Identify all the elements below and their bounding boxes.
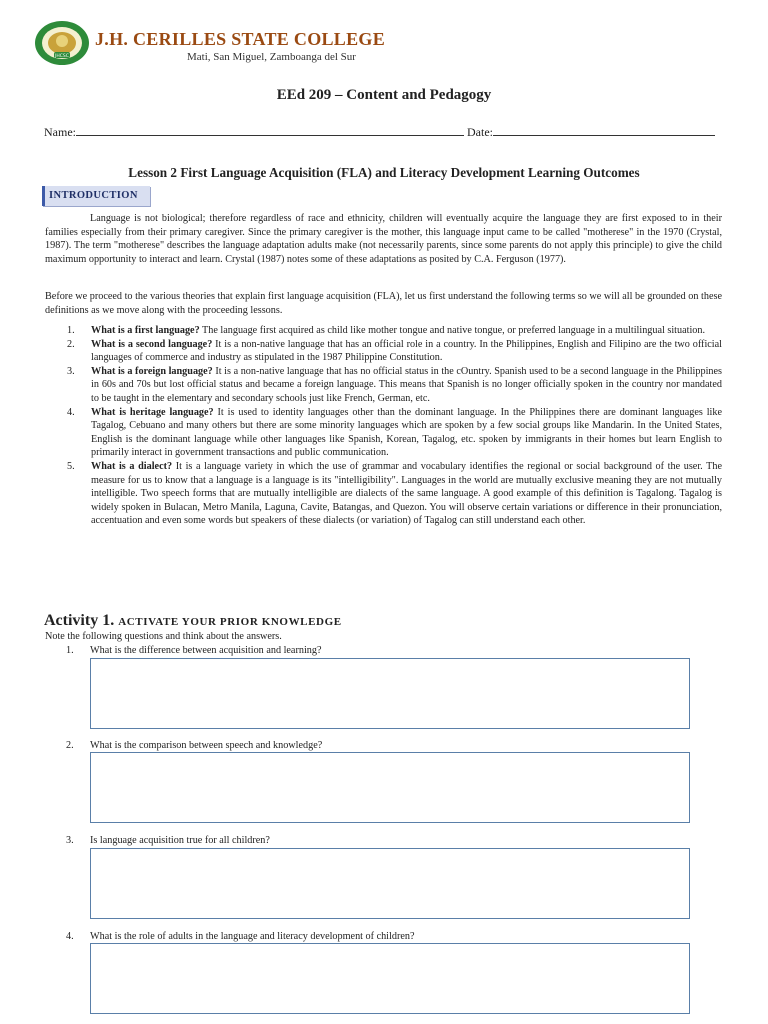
term: What is a dialect? xyxy=(91,460,173,472)
svg-text:JHCSC: JHCSC xyxy=(55,54,69,59)
question-4: 4. What is the role of adults in the language and literacy development of children? xyxy=(66,931,415,942)
definitions-list xyxy=(45,324,722,528)
list-item: 1. What is a first language? The language first acquired as child like mother tongue and native tongue, or preferred language in a multilingual situation. xyxy=(67,325,706,336)
name-line[interactable] xyxy=(76,124,464,136)
college-name: J.H. CERILLES STATE COLLEGE xyxy=(95,29,386,49)
term: What is a first language? xyxy=(91,325,200,336)
question-2: 2. What is the comparison between speech and knowledge? xyxy=(66,740,323,751)
list-item: 3. What is a foreign language? It is a non-native language that has no official status in the cOuntry. Spanish used to be a second language in the Philippines in 60s and 70s but lost official status and became a foreign language. This means that Spanish is no longer officially spoken in the country nor mandated to be taught in the elementary and secondary schools just like French, German, etc. xyxy=(67,365,722,404)
college-address: Mati, San Miguel, Zamboanga del Sur xyxy=(187,51,356,63)
activity-subtitle: ACTIVATE YOUR PRIOR KNOWLEDGE xyxy=(118,616,342,628)
answer-box-4[interactable] xyxy=(90,943,690,1014)
term: What is a second language? xyxy=(91,338,213,350)
answer-box-1[interactable] xyxy=(90,658,690,729)
lesson-title: Lesson 2 First Language Acquisition (FLA) and Literacy Development Learning Outcomes xyxy=(128,165,640,180)
activity-heading xyxy=(44,612,342,630)
name-date-row xyxy=(44,124,724,140)
term: What is a foreign language? xyxy=(91,365,213,377)
question-1: 1. What is the difference between acquisition and learning? xyxy=(66,645,322,656)
answer-box-2[interactable] xyxy=(90,752,690,823)
date-line[interactable] xyxy=(493,124,715,136)
name-label: Name: xyxy=(44,125,76,139)
list-item: 4. What is heritage language? It is used to identity languages other than the dominant language. In the Philippines there are dominant languages like Tagalog, Cebuano and many others but there are some minority languages which are spoken by a few social groups like Mandarin. In the United States, English is the dominant language while other languages like Spanish, Korean, Tagalog, etc. spoken by immigrants in their homes but learn English to primarily interact in government transactions and public communication. xyxy=(67,406,722,459)
intro-paragraph: Language is not biological; therefore regardless of race and ethnicity, children will eventually acquire the language they are first exposed to in their families especially from their primary caregiver. Since the primary caregiver is the mother, this language input came to be called "motherese" in the 1970 (Crystal, 1987). The term "motherese" describes the language adaptation adults make (not necessarily parents, since some parents do not apply this principle) to give the child maximum opportunity to interact and learn. Crystal (1987) notes some of these adaptations as posited by C.A. Ferguson (1977). xyxy=(45,213,722,265)
theories-paragraph: Before we proceed to the various theories that explain first language acquisition (FLA), let us first understand the following terms so we will all be grounded on these definitions as we move along with the proceeding lessons. xyxy=(45,291,722,316)
list-item: 2. What is a second language? It is a non-native language that has an official role in a country. In the Philippines, English and Filipino are the two official languages of commerce and industry as stipulated in the 1987 Philippine Constitution. xyxy=(67,338,722,364)
activity-instruction: Note the following questions and think about the answers. xyxy=(45,631,282,642)
course-title: EEd 209 – Content and Pedagogy xyxy=(276,87,492,103)
question-3: 3. Is language acquisition true for all children? xyxy=(66,835,270,846)
list-item: 5. What is a dialect? It is a language variety in which the use of grammar and vocabulary identifies the regional or social background of the user. The measure for us to know that a language is a language is its "intelligibility". Languages in the world are mutually exclusive meaning they are not mutually intelligible. Two speech forms that are mutually intelligible are dialects of the same language. A good example of this definition is Tagalong. Tagalog is widely spoken in Bulacan, Metro Manila, Laguna, Cavite, Batangas, and Quezon. You will observe certain variations or difference in their pronunciation, accentuation and even some words but speakers of these dialects (or variation) of Tagalog can still understand each other. xyxy=(67,460,722,527)
introduction-tag: INTRODUCTION xyxy=(42,186,150,206)
answer-box-3[interactable] xyxy=(90,848,690,919)
college-logo xyxy=(34,20,90,66)
activity-title: Activity 1. xyxy=(44,612,115,629)
date-label: Date: xyxy=(467,125,493,139)
term: What is heritage language? xyxy=(91,406,214,418)
